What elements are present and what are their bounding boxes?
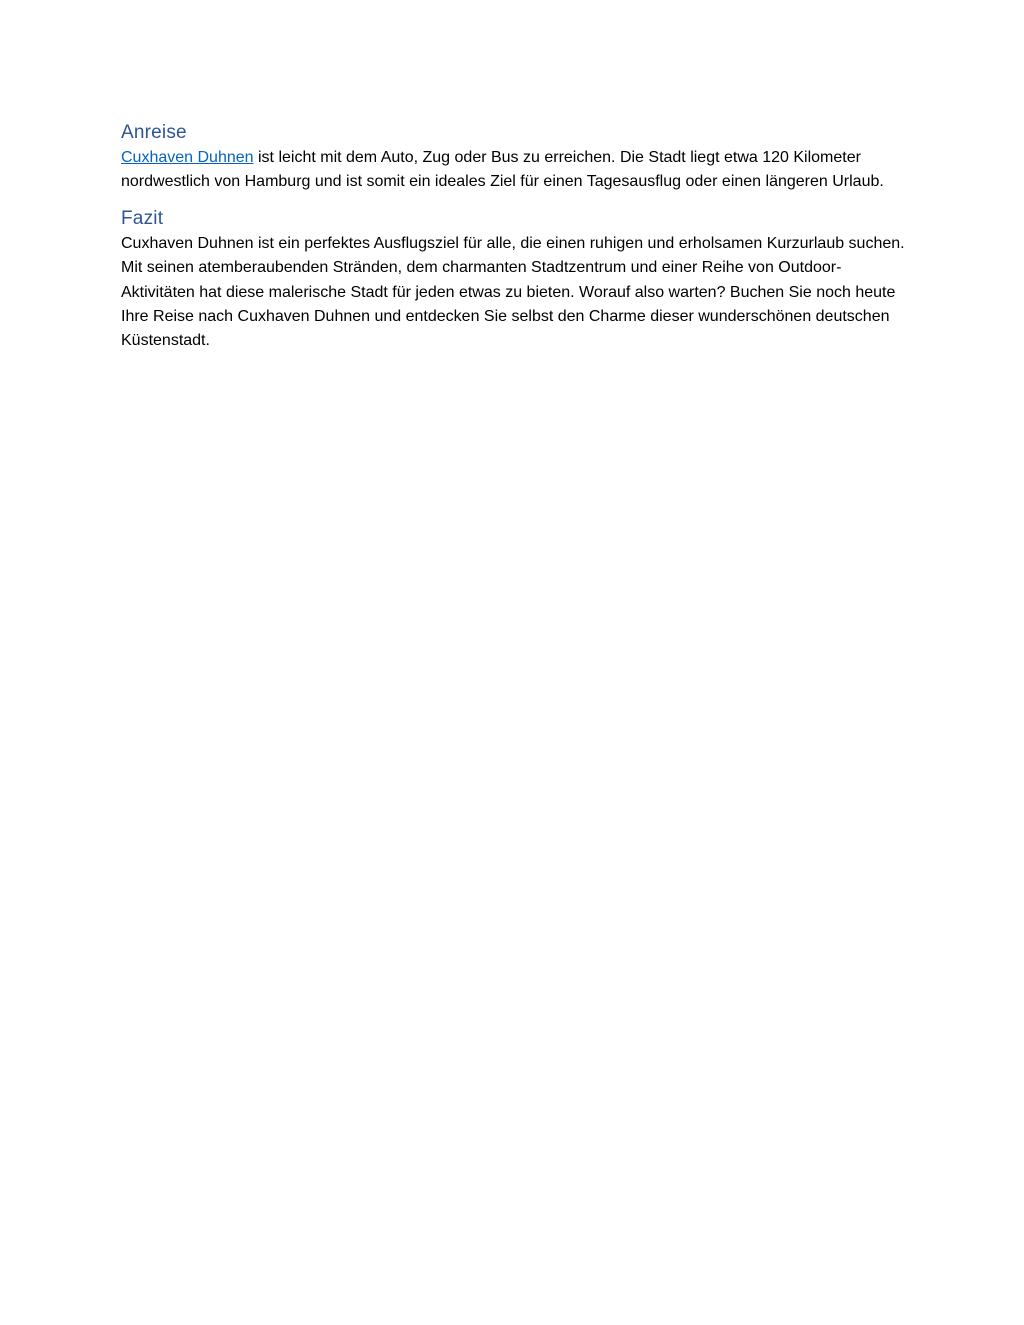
cuxhaven-duhnen-link[interactable]: Cuxhaven Duhnen xyxy=(121,149,254,166)
heading-anreise: Anreise xyxy=(121,122,187,143)
paragraph-anreise-text: ist leicht mit dem Auto, Zug oder Bus zu erreichen. Die Stadt liegt etwa 120 Kilometer nordwestlich von Hamburg und ist somit ein ideales Ziel für einen Tagesausflug oder einen längeren Urlaub. xyxy=(121,149,884,191)
paragraph-fazit: Cuxhaven Duhnen ist ein perfektes Ausflugsziel für alle, die einen ruhigen und erholsamen Kurzurlaub suchen. Mit seinen atemberaubenden Stränden, dem charmanten Stadtzentrum und einer Reihe von Outdoor-Aktivitäten hat diese malerische Stadt für jeden etwas zu bieten. Worauf also warten? Buchen Sie noch heute Ihre Reise nach Cuxhaven Duhnen und entdecken Sie selbst den Charme dieser wunderschönen deutschen Küstenstadt. xyxy=(121,234,905,350)
heading-fazit: Fazit xyxy=(121,207,164,229)
section-anreise xyxy=(121,120,911,195)
document-page xyxy=(121,120,911,354)
section-fazit xyxy=(121,206,911,354)
paragraph-anreise xyxy=(121,146,911,195)
